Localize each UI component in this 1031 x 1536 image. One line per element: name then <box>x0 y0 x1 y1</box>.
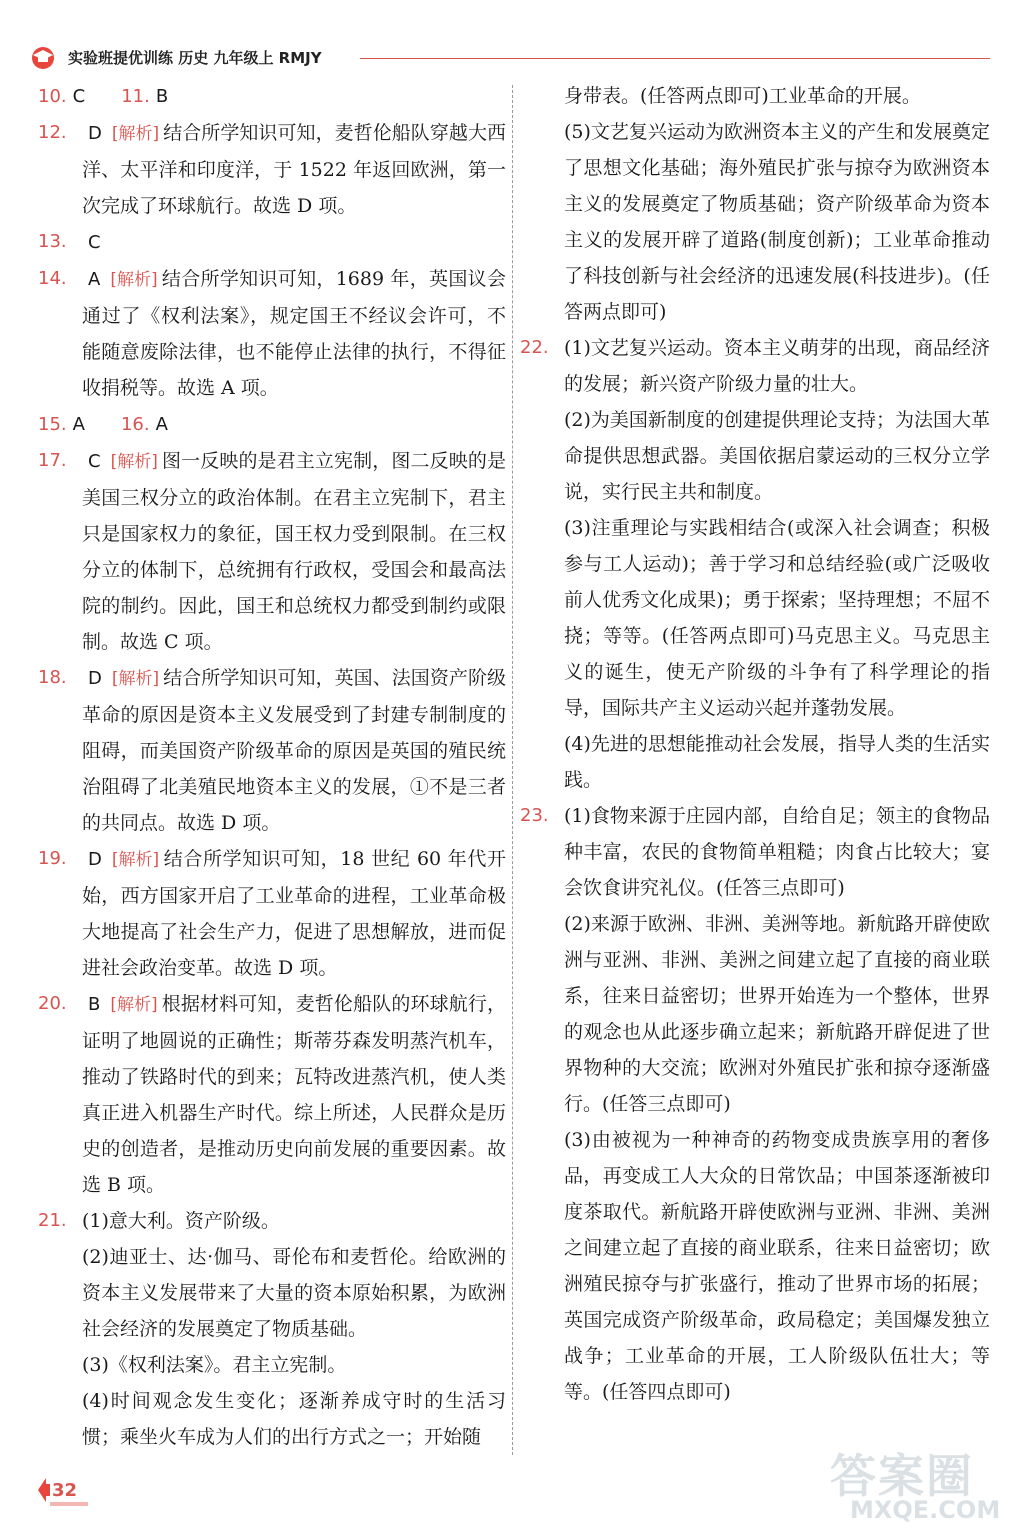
answer-letter: D <box>88 123 102 144</box>
answer-text: (3)由被视为一种神奇的药物变成贵族享用的奢侈品，再变成工人大众的日常饮品；中国茶逐渐被印度茶取代。新航路开辟使欧洲与亚洲、非洲、美洲之间建立起了直接的商业联系，往来日益密切；欧洲殖民掠夺与扩张盛行，推动了世界市场的拓展；英国完成资产阶级革命，政局稳定；美国爆发独立战争；工业革命的开展，工人阶级队伍壮大；等等。(任答四点即可) <box>564 1129 990 1403</box>
answer-15-16 <box>38 406 506 443</box>
question-number: 16. <box>120 414 150 435</box>
answer-21-part-5 <box>520 114 990 330</box>
answer-text: (3)注重理论与实践相结合(或深入社会调查；积极参与工人运动)；善于学习和总结经验(或广泛吸收前人优秀文化成果)；勇于探索；坚持理想；不屈不挠；等等。(任答两点即可)马克思主义。马克思主义的诞生，使无产阶级的斗争有了科学理论的指导，国际共产主义运动兴起并蓬勃发展。 <box>564 517 990 719</box>
question-number: 15. <box>38 414 67 435</box>
answer-letter: C <box>88 232 101 253</box>
analysis-tag: [解析] <box>110 452 158 472</box>
answer-text: (2)来源于欧洲、非洲、美洲等地。新航路开辟使欧洲与亚洲、非洲、美洲之间建立起了直接的商业联系，往来日益密切；世界开始连为一个整体，世界的观念也从此逐步确立起来；新航路开辟促进了世界物种的大交流；欧洲对外殖民扩张和掠夺逐渐盛行。(任答三点即可) <box>564 913 990 1115</box>
answer-21-part-2 <box>38 1239 506 1347</box>
left-column <box>38 78 506 1455</box>
question-number: 14. <box>38 268 67 289</box>
answer-21-part-4 <box>38 1383 506 1455</box>
book-title: 实验班提优训练 历史 九年级上 RMJY <box>68 49 322 67</box>
answer-text: (1)意大利。资产阶级。 <box>82 1210 280 1232</box>
watermark-text: 答案圈 <box>830 1449 974 1503</box>
answer-22-part-2 <box>520 402 990 510</box>
question-number: 10. <box>38 86 67 107</box>
answer-23-part-1 <box>520 798 990 906</box>
answer-22-part-1 <box>520 330 990 402</box>
right-column <box>520 78 990 1410</box>
watermark-url: MXQE.COM <box>850 1496 1001 1524</box>
answer-21-part-1 <box>38 1203 506 1239</box>
answer-13 <box>38 224 506 261</box>
explanation-text: 结合所学知识可知，18 世纪 60 年代开始，西方国家开启了工业革命的进程，工业革命极大地提高了社会生产力，促进了思想解放，进而促进社会政治变革。故选 D 项。 <box>82 848 506 979</box>
page-footer <box>36 1468 96 1508</box>
answer-text: (3)《权利法案》。君主立宪制。 <box>82 1354 347 1376</box>
answer-20 <box>38 986 506 1203</box>
answer-18 <box>38 660 506 841</box>
answer-23-part-2 <box>520 906 990 1122</box>
analysis-tag: [解析] <box>110 995 158 1015</box>
answer-22-part-4 <box>520 726 990 798</box>
analysis-tag: [解析] <box>111 669 160 689</box>
column-divider <box>512 85 513 1455</box>
watermark-logo <box>830 1440 1000 1530</box>
graduation-cap-logo-icon <box>30 44 56 70</box>
page-number: 32 <box>52 1480 78 1501</box>
question-number: 11. <box>121 86 150 107</box>
question-number: 20. <box>38 993 67 1014</box>
answer-text: (4)时间观念发生变化；逐渐养成守时的生活习惯；乘坐火车成为人们的出行方式之一；开始随 <box>82 1390 506 1448</box>
answer-letter: B <box>88 994 101 1015</box>
question-number: 13. <box>38 231 67 252</box>
answer-text: 身带表。(任答两点即可)工业革命的开展。 <box>564 85 921 107</box>
answer-text: (1)文艺复兴运动。资本主义萌芽的出现，商品经济的发展；新兴资产阶级力量的壮大。 <box>564 337 990 395</box>
explanation-text: 结合所学知识可知，1689 年，英国议会通过了《权利法案》，规定国王不经议会许可，不能随意废除法律，也不能停止法律的执行，不得征收捐税等。故选 A 项。 <box>82 268 506 399</box>
answer-text: (4)先进的思想能推动社会发展，指导人类的生活实践。 <box>564 733 990 791</box>
answer-19 <box>38 841 506 986</box>
answer-17 <box>38 443 506 660</box>
answer-14 <box>38 261 506 406</box>
answer-letter: B <box>155 86 169 107</box>
question-number: 19. <box>38 848 67 869</box>
answer-text: (2)为美国新制度的创建提供理论支持；为法国大革命提供思想武器。美国依据启蒙运动的三权分立学说，实行民主共和制度。 <box>564 409 990 503</box>
question-number: 22. <box>520 337 549 358</box>
question-number: 18. <box>38 667 67 688</box>
answer-letter: A <box>72 414 85 435</box>
analysis-tag: [解析] <box>110 270 158 290</box>
explanation-text: 结合所学知识可知，英国、法国资产阶级革命的原因是资本主义发展受到了封建专制制度的阻碍，而美国资产阶级革命的原因是英国的殖民统治阻碍了北美殖民地资本主义的发展，①不是三者的共同点。故选 D 项。 <box>82 667 506 834</box>
answer-21-part-3 <box>38 1347 506 1383</box>
answer-letter: C <box>72 86 86 107</box>
explanation-text: 根据材料可知，麦哲伦船队的环球航行，证明了地圆说的正确性；斯蒂芬森发明蒸汽机车，推动了铁路时代的到来；瓦特改进蒸汽机，使人类真正进入机器生产时代。综上所述，人民群众是历史的创造者，是推动历史向前发展的重要因素。故选 B 项。 <box>82 993 506 1196</box>
answer-12 <box>38 115 506 224</box>
answer-letter: D <box>88 668 102 689</box>
answer-21-continued <box>520 78 990 114</box>
answer-text: (5)文艺复兴运动为欧洲资本主义的产生和发展奠定了思想文化基础；海外殖民扩张与掠夺为欧洲资本主义的发展奠定了物质基础；资产阶级革命为资本主义的发展开辟了道路(制度创新)；工业革命推动了科技创新与社会经济的迅速发展(科技进步)。(任答两点即可) <box>564 121 990 323</box>
answer-letter: C <box>88 451 101 472</box>
question-number: 12. <box>38 122 67 143</box>
answer-letter: A <box>155 414 168 435</box>
analysis-tag: [解析] <box>111 850 160 870</box>
page-header <box>30 42 990 76</box>
question-number: 21. <box>38 1210 67 1231</box>
answer-10-11 <box>38 78 506 115</box>
explanation-text: 图一反映的是君主立宪制，图二反映的是美国三权分立的政治体制。在君主立宪制下，君主只是国家权力的象征，国王权力受到限制。在三权分立的体制下，总统拥有行政权，受国会和最高法院的制约。因此，国王和总统权力都受到制约或限制。故选 C 项。 <box>82 450 506 653</box>
answer-text: (2)迪亚士、达·伽马、哥伦布和麦哲伦。给欧洲的资本主义发展带来了大量的资本原始积累，为欧洲社会经济的发展奠定了物质基础。 <box>82 1246 506 1340</box>
answer-22-part-3 <box>520 510 990 726</box>
analysis-tag: [解析] <box>111 124 160 144</box>
answer-letter: A <box>88 269 101 290</box>
explanation-text: 结合所学知识可知，麦哲伦船队穿越大西洋、太平洋和印度洋，于 1522 年返回欧洲，第一次完成了环球航行。故选 D 项。 <box>82 122 506 217</box>
answer-text: (1)食物来源于庄园内部，自给自足；领主的食物品种丰富，农民的食物简单粗糙；肉食占比较大；宴会饮食讲究礼仪。(任答三点即可) <box>564 805 990 899</box>
answer-letter: D <box>88 849 102 870</box>
question-number: 23. <box>520 805 549 826</box>
answer-23-part-3 <box>520 1122 990 1410</box>
header-rule <box>360 58 990 59</box>
question-number: 17. <box>38 450 67 471</box>
